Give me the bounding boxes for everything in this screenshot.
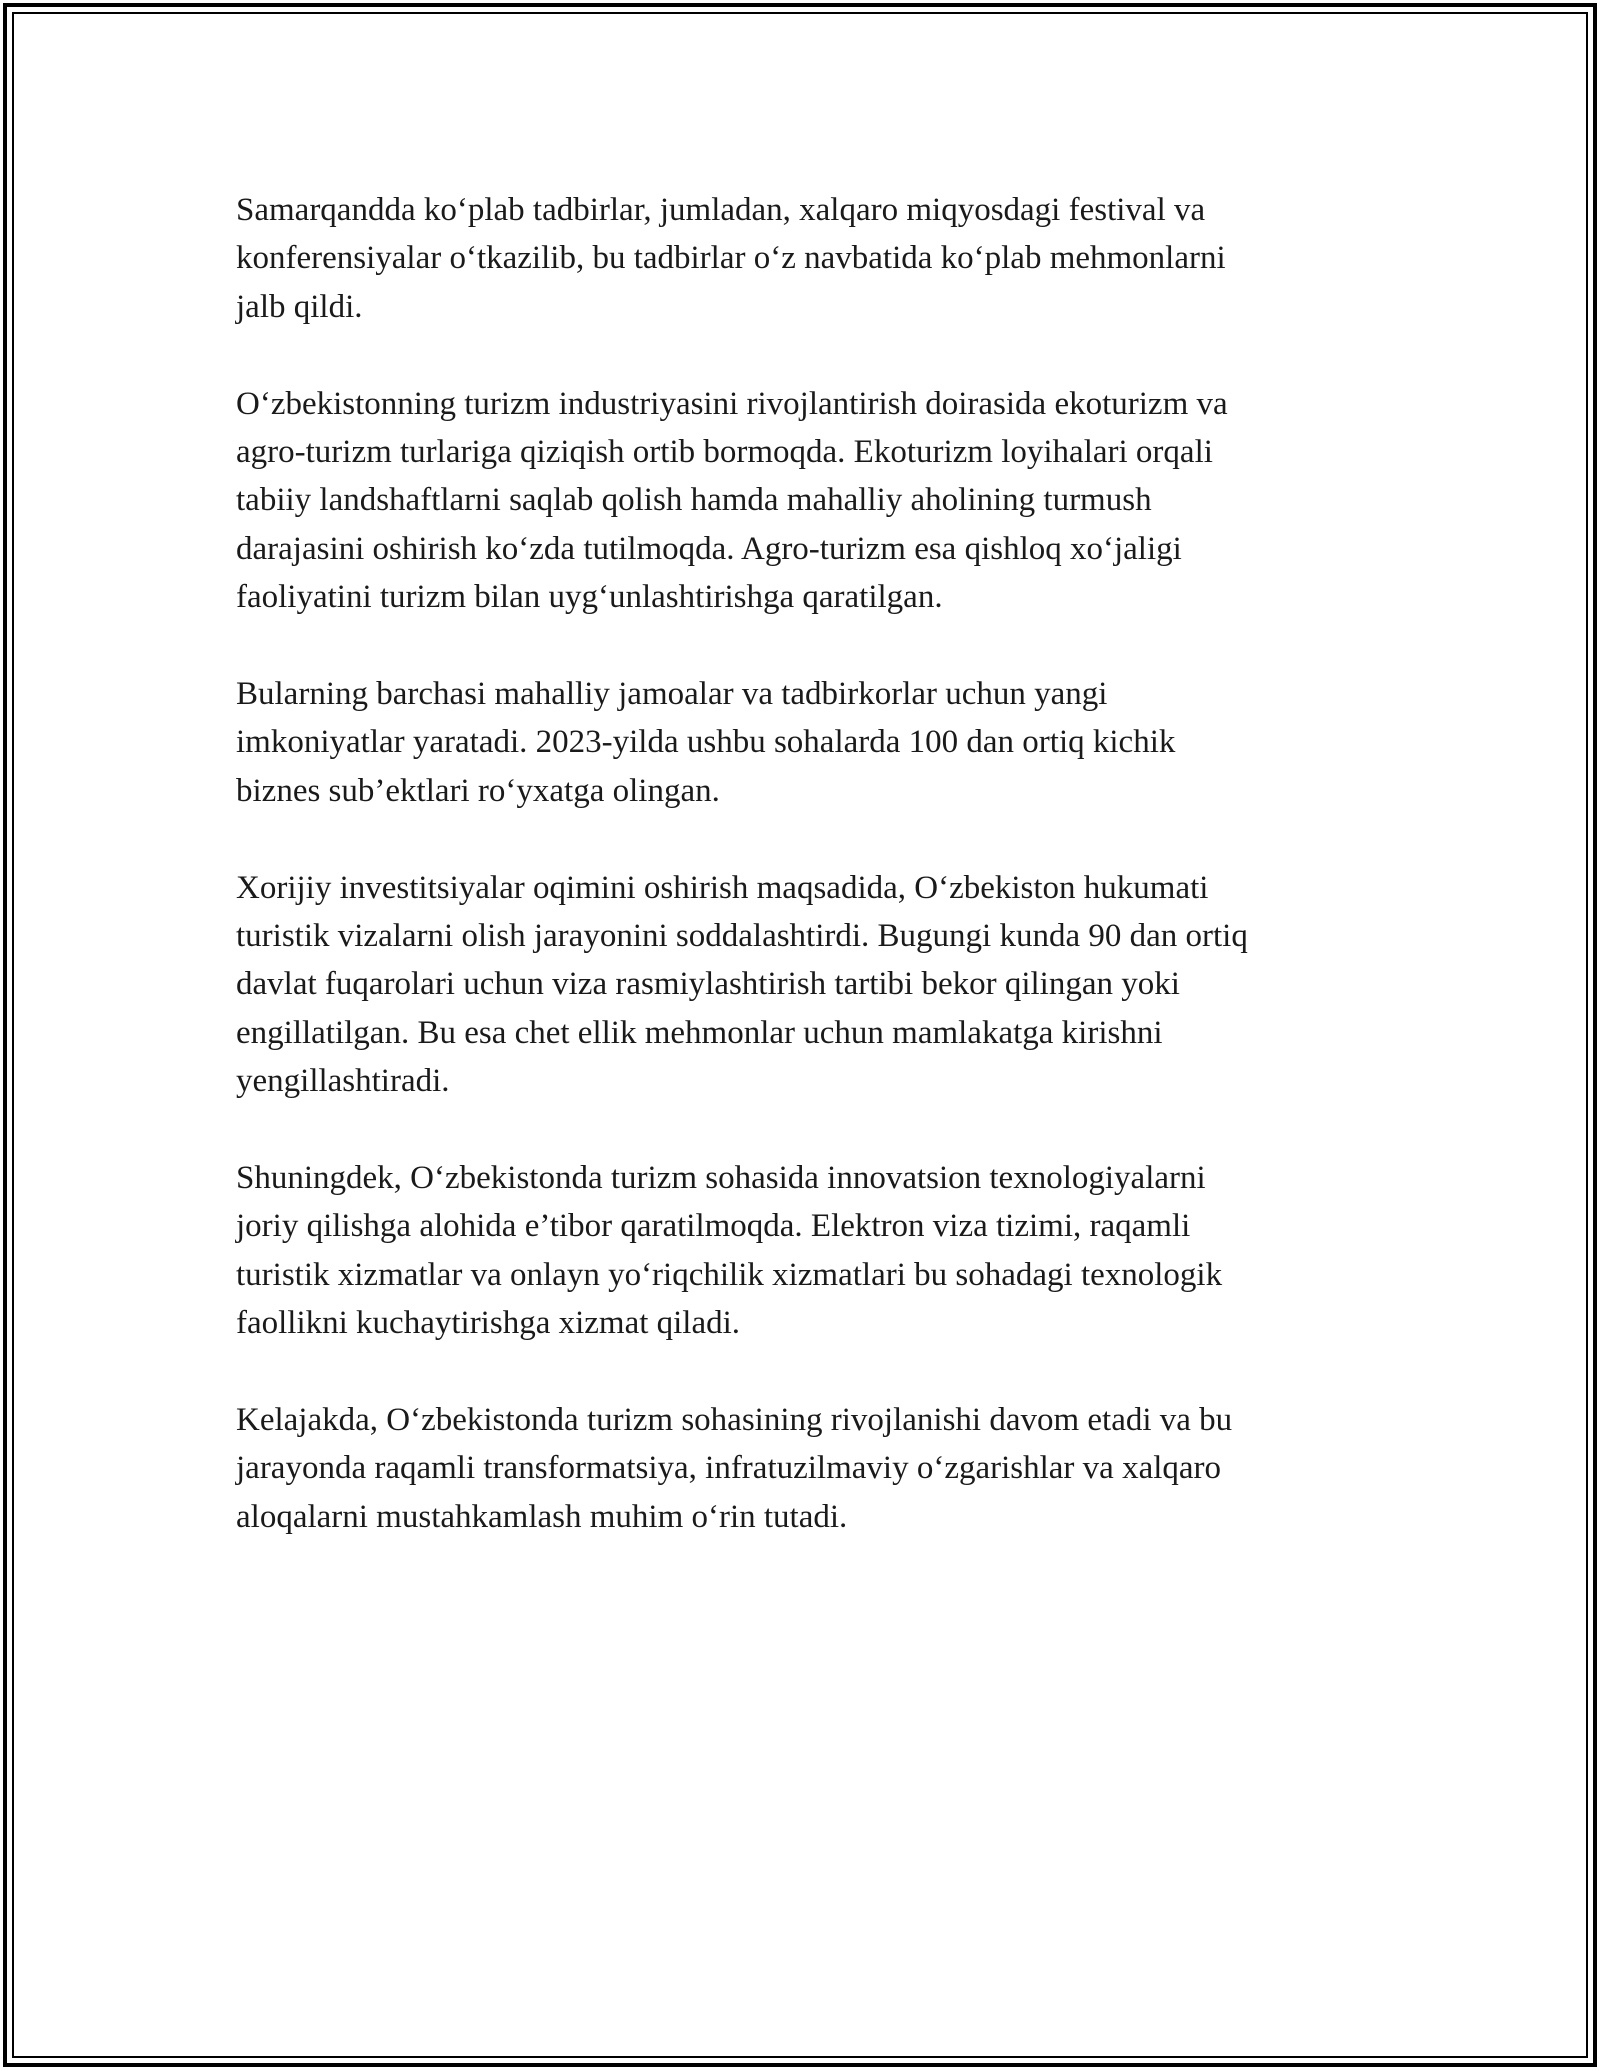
text-line: tabiiy landshaftlarni saqlab qolish hamda mahalliy aholining turmush	[236, 482, 1152, 519]
text-line: davlat fuqarolari uchun viza rasmiylashtirish tartibi bekor qilingan yoki	[236, 966, 1180, 1003]
text-line: Samarqandda ko‘plab tadbirlar, jumladan, xalqaro miqyosdagi festival va	[236, 192, 1206, 228]
text-line: Kelajakda, O‘zbekistonda turizm sohasining rivojlanishi davom etadi va bu	[236, 1402, 1233, 1439]
text-line: darajasini oshirish ko‘zda tutilmoqda. Agro-turizm esa qishloq xo‘jaligi	[236, 530, 1182, 567]
text-line: faollikni kuchaytirishga xizmat qiladi.	[236, 1305, 741, 1342]
paragraph-samarkand-events	[236, 186, 1366, 331]
text-line: O‘zbekistonning turizm industriyasini rivojlantirish doirasida ekoturizm va	[236, 385, 1228, 422]
paragraph-local-opportunities	[236, 670, 1366, 815]
text-line: konferensiyalar o‘tkazilib, bu tadbirlar o‘z navbatida ko‘plab mehmonlarni	[236, 240, 1226, 277]
paragraph-ecotourism	[236, 380, 1366, 622]
text-line: Shuningdek, O‘zbekistonda turizm sohasida innovatsion texnologiyalarni	[236, 1160, 1206, 1197]
text-line: imkoniyatlar yaratadi. 2023-yilda ushbu sohalarda 100 dan ortiq kichik	[236, 724, 1176, 761]
text-line: faoliyatini turizm bilan uyg‘unlashtirishga qaratilgan.	[236, 579, 943, 616]
text-line: jarayonda raqamli transformatsiya, infratuzilmaviy o‘zgarishlar va xalqaro	[236, 1450, 1222, 1487]
text-line: turistik xizmatlar va onlayn yo‘riqchilik xizmatlari bu sohadagi texnologik	[236, 1256, 1223, 1293]
paragraph-visa-simplification	[236, 864, 1366, 1106]
paragraph-future	[236, 1396, 1366, 1541]
paragraph-innovation	[236, 1154, 1366, 1348]
text-line: agro-turizm turlariga qiziqish ortib bormoqda. Ekoturizm loyihalari orqali	[236, 434, 1213, 471]
text-line: engillatilgan. Bu esa chet ellik mehmonlar uchun mamlakatga kirishni	[236, 1014, 1163, 1051]
document-body	[236, 186, 1366, 1590]
text-line: aloqalarni mustahkamlash muhim o‘rin tutadi.	[236, 1498, 848, 1535]
text-line: joriy qilishga alohida e’tibor qaratilmoqda. Elektron viza tizimi, raqamli	[236, 1208, 1191, 1245]
text-line: Xorijiy investitsiyalar oqimini oshirish maqsadida, O‘zbekiston hukumati	[236, 869, 1209, 906]
text-line: Bularning barchasi mahalliy jamoalar va tadbirkorlar uchun yangi	[236, 676, 1108, 713]
text-line: yengillashtiradi.	[236, 1063, 450, 1100]
text-line: biznes sub’ektlari ro‘yxatga olingan.	[236, 772, 720, 809]
text-line: jalb qildi.	[236, 288, 363, 325]
text-line: turistik vizalarni olish jarayonini soddalashtirdi. Bugungi kunda 90 dan ortiq	[236, 918, 1248, 955]
